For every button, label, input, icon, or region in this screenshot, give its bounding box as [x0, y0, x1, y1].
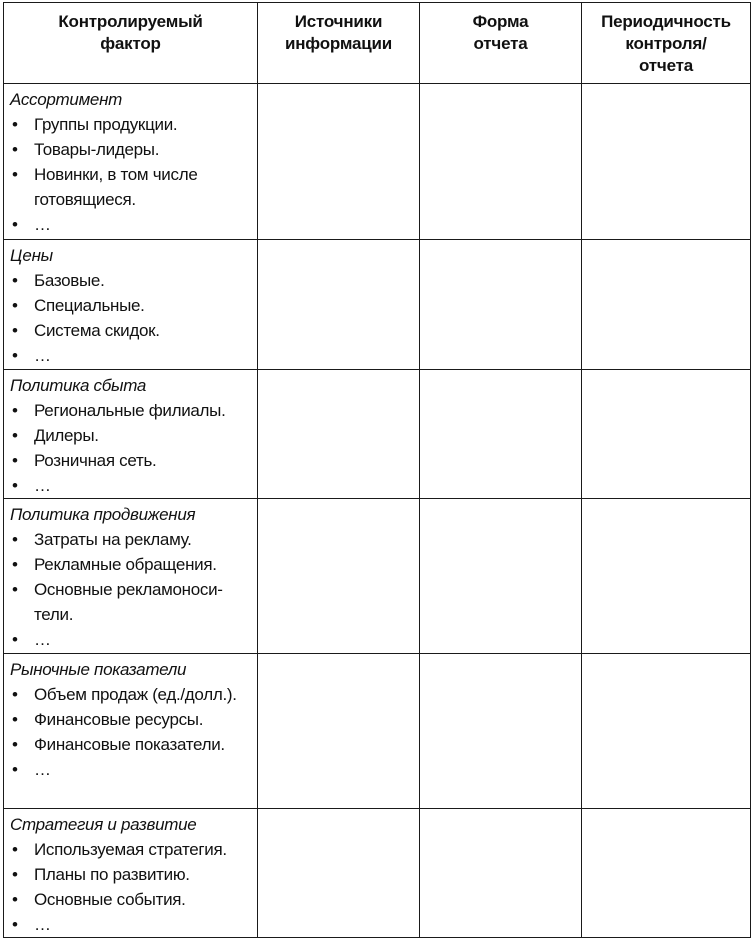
- control-factors-table: [3, 2, 751, 938]
- factor-category: Стратегия и развитие: [10, 815, 197, 834]
- table-row: [4, 240, 751, 370]
- list-item: • …: [12, 476, 51, 495]
- header-controlled-factor: Контролируемый фактор: [4, 3, 258, 84]
- header-report-form: Форма отчета: [420, 3, 582, 84]
- factor-cell: [4, 240, 258, 370]
- list-item: • Основные рекламоноси-тели.: [12, 580, 223, 624]
- factor-items-list: [4, 112, 257, 237]
- list-item: • …: [12, 630, 51, 649]
- sources-cell[interactable]: [258, 499, 420, 654]
- list-item: • Новинки, в том числе готовящиеся.: [12, 165, 198, 209]
- factor-category: Цены: [10, 246, 53, 265]
- list-item: • Специальные.: [12, 296, 145, 315]
- periodicity-cell[interactable]: [582, 654, 751, 809]
- table-row: [4, 809, 751, 938]
- list-item: • …: [12, 215, 51, 234]
- sources-cell[interactable]: [258, 240, 420, 370]
- table-row: [4, 499, 751, 654]
- factor-items-list: [4, 268, 257, 368]
- table-row: [4, 370, 751, 499]
- periodicity-cell[interactable]: [582, 240, 751, 370]
- list-item: • Дилеры.: [12, 426, 99, 445]
- sources-cell[interactable]: [258, 84, 420, 240]
- list-item: • …: [12, 346, 51, 365]
- list-item: • Розничная сеть.: [12, 451, 157, 470]
- header-information-sources: Источники информации: [258, 3, 420, 84]
- periodicity-cell[interactable]: [582, 370, 751, 499]
- list-item: • Товары-лидеры.: [12, 140, 160, 159]
- table-header-row: [4, 3, 751, 84]
- sources-cell[interactable]: [258, 654, 420, 809]
- list-item: • Региональные филиалы.: [12, 401, 226, 420]
- list-item: • …: [12, 760, 51, 779]
- factor-cell: [4, 809, 258, 938]
- list-item: • Рекламные обращения.: [12, 555, 217, 574]
- factor-category: Рыночные показатели: [10, 660, 187, 679]
- periodicity-cell[interactable]: [582, 84, 751, 240]
- list-item: • Финансовые показатели.: [12, 735, 225, 754]
- periodicity-cell[interactable]: [582, 499, 751, 654]
- list-item: • Система скидок.: [12, 321, 160, 340]
- factor-cell: [4, 499, 258, 654]
- list-item: • Затраты на рекламу.: [12, 530, 192, 549]
- factor-category: Политика продвижения: [10, 505, 196, 524]
- report-form-cell[interactable]: [420, 370, 582, 499]
- factor-items-list: [4, 837, 257, 937]
- list-item: • Планы по развитию.: [12, 865, 190, 884]
- report-form-cell[interactable]: [420, 84, 582, 240]
- list-item: • Группы продукции.: [12, 115, 178, 134]
- factor-items-list: [4, 682, 257, 782]
- report-form-cell[interactable]: [420, 654, 582, 809]
- factor-cell: [4, 654, 258, 809]
- factor-cell: [4, 84, 258, 240]
- sources-cell[interactable]: [258, 809, 420, 938]
- list-item: • Основные события.: [12, 890, 186, 909]
- report-form-cell[interactable]: [420, 499, 582, 654]
- table-row: [4, 84, 751, 240]
- report-form-cell[interactable]: [420, 809, 582, 938]
- factor-items-list: [4, 527, 257, 652]
- header-control-periodicity: Периодичность контроля/ отчета: [582, 3, 751, 84]
- factor-items-list: [4, 398, 257, 498]
- list-item: • Объем продаж (ед./долл.).: [12, 685, 237, 704]
- list-item: • Финансовые ресурсы.: [12, 710, 204, 729]
- factor-cell: [4, 370, 258, 499]
- table-row: [4, 654, 751, 809]
- list-item: • …: [12, 915, 51, 934]
- list-item: • Базовые.: [12, 271, 105, 290]
- report-form-cell[interactable]: [420, 240, 582, 370]
- factor-category: Политика сбыта: [10, 376, 147, 395]
- list-item: • Используемая стратегия.: [12, 840, 227, 859]
- sources-cell[interactable]: [258, 370, 420, 499]
- periodicity-cell[interactable]: [582, 809, 751, 938]
- factor-category: Ассортимент: [10, 90, 122, 109]
